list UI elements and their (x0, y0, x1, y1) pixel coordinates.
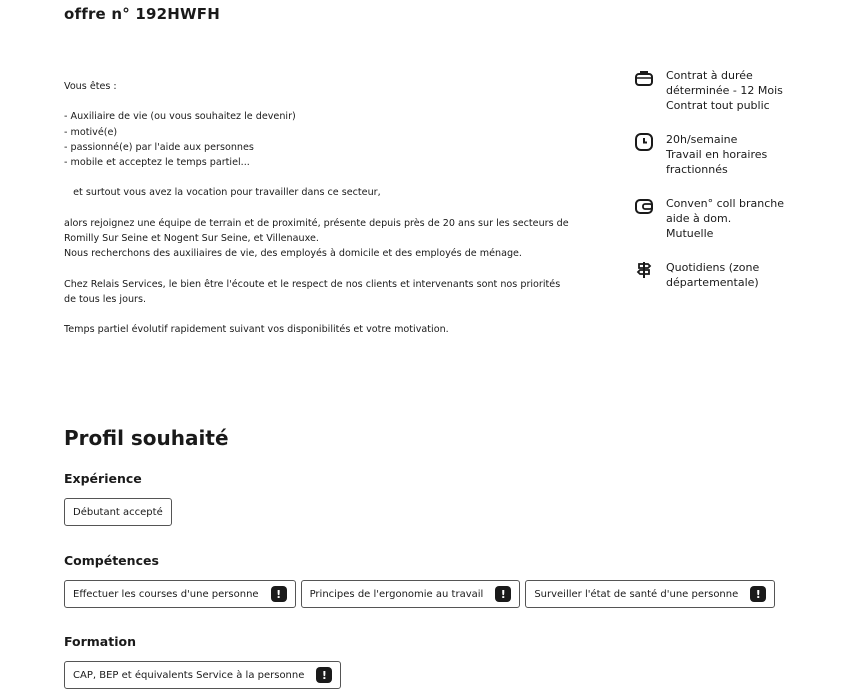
description-line: de tous les jours. (64, 293, 147, 305)
skill-tag (301, 580, 521, 608)
warning-icon[interactable]: ! (271, 586, 287, 602)
experience-tag-label: Débutant accepté (73, 506, 163, 518)
contract-info (634, 68, 783, 113)
offer-number: offre n° 192HWFH (64, 5, 220, 23)
warning-icon[interactable]: ! (750, 586, 766, 602)
job-description (64, 79, 584, 337)
convention-text: Conven° coll branche aide à dom. Mutuelle (666, 197, 785, 240)
skill-tag (64, 580, 296, 608)
travel-text: Quotidiens (zone départementale) (666, 261, 760, 289)
description-line: et surtout vous avez la vocation pour travailler dans ce secteur, (64, 187, 381, 199)
hours-text: 20h/semaine Travail en horaires fractionnés (666, 133, 768, 176)
skill-tag-label: Effectuer les courses d'une personne (73, 588, 259, 600)
skills-list (64, 580, 775, 608)
skill-tag (525, 580, 775, 608)
travel-info (634, 260, 759, 290)
skill-tag-label: Surveiller l'état de santé d'une personne (534, 588, 739, 600)
description-line: - Auxiliaire de vie (ou vous souhaitez le devenir) (64, 111, 296, 123)
profile-title: Profil souhaité (64, 426, 229, 450)
description-line: - motivé(e) (64, 126, 118, 138)
skills-title: Compétences (64, 553, 159, 568)
signpost-icon (634, 260, 654, 280)
convention-info (634, 196, 784, 241)
clock-icon (634, 132, 654, 152)
briefcase-icon (634, 68, 654, 88)
formation-title: Formation (64, 634, 136, 649)
description-line: - mobile et acceptez le temps partiel... (64, 157, 250, 168)
experience-title: Expérience (64, 471, 142, 486)
description-line: Chez Relais Services, le bien être l'écoute et le respect de nos clients et intervenants sont nos priorités (64, 278, 561, 290)
wallet-icon (634, 196, 654, 216)
description-line: alors rejoignez une équipe de terrain et de proximité, présente depuis près de 20 ans sur les secteurs de (64, 217, 569, 229)
warning-icon[interactable]: ! (316, 667, 332, 683)
warning-icon[interactable]: ! (495, 586, 511, 602)
description-line: Nous recherchons des auxiliaires de vie, des employés à domicile et des employés de ménage. (64, 248, 522, 260)
description-line: Romilly Sur Seine et Nogent Sur Seine, et Villenauxe. (64, 232, 319, 244)
skill-tag-label: Principes de l'ergonomie au travail (309, 588, 484, 600)
contract-text: Contrat à durée déterminée - 12 Mois Contrat tout public (666, 69, 783, 112)
experience-tag (64, 498, 172, 526)
hours-info (634, 132, 767, 177)
description-line: Vous êtes : (64, 81, 117, 92)
description-line: Temps partiel évolutif rapidement suivant vos disponibilités et votre motivation. (64, 324, 449, 336)
formation-tag (64, 661, 341, 689)
description-line: - passionné(e) par l'aide aux personnes (64, 141, 254, 153)
formation-tag-label: CAP, BEP et équivalents Service à la personne (73, 669, 305, 681)
